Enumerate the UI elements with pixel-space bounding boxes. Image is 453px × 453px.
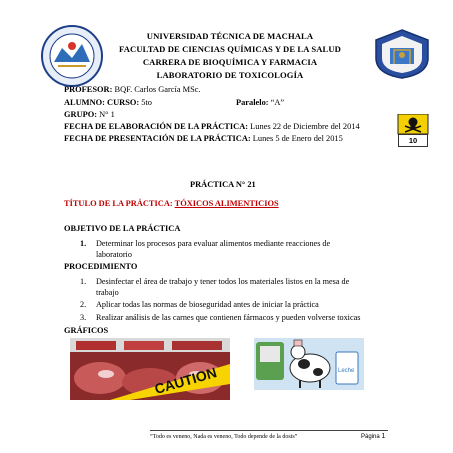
procedimiento-item-2-number: 2. (80, 300, 87, 309)
footer-quote: “Todo es veneno, Nada es veneno, Todo depende de la dosis” (150, 430, 388, 440)
hazard-number-box: 10 (398, 134, 428, 147)
paralelo-line (236, 97, 284, 108)
university-name: UNIVERSIDAD TÉCNICA DE MACHALA (146, 31, 314, 41)
caution-text: CAUTION (152, 364, 219, 398)
faculty-emblem-logo (372, 28, 432, 80)
procedimiento-item-3-number: 3. (80, 313, 87, 322)
cow-milk-image (254, 338, 364, 390)
alumno-line (64, 97, 152, 108)
lab-name: LABORATORIO DE TOXICOLOGÍA (156, 70, 304, 80)
objetivo-item (80, 238, 386, 260)
procedimiento-heading: PROCEDIMIENTO (64, 262, 138, 271)
objetivo-item-line1: Determinar los procesos para evaluar alimentos mediante reacciones de (96, 239, 331, 248)
fecha-presentacion-value: Lunes 5 de Enero del 2015 (252, 134, 343, 143)
procedimiento-item-1-line1: Desinfectar el área de trabajo y tener todos los materiales listos en la mesa de (96, 277, 350, 286)
fecha-elaboracion-label: FECHA DE ELABORACIÓN DE LA PRÁCTICA: (64, 122, 249, 131)
page-number-value: 1 (381, 433, 386, 440)
profesor-label: PROFESOR: (64, 85, 113, 94)
meat-caution-image (70, 338, 230, 400)
document-header (100, 30, 360, 82)
fecha-elaboracion-value: Lunes 22 de Diciembre del 2014 (250, 122, 360, 131)
procedimiento-item-1-number: 1. (80, 277, 87, 286)
career-name: CARRERA DE BIOQUÍMICA Y FARMACIA (142, 57, 318, 67)
procedimiento-item-3 (80, 312, 386, 323)
paralelo-value: “A” (270, 98, 285, 107)
fecha-presentacion-label: FECHA DE PRESENTACIÓN DE LA PRÁCTICA: (64, 134, 251, 143)
practice-title (64, 199, 279, 208)
practice-title-label: TÍTULO DE LA PRÁCTICA: (64, 199, 173, 208)
grupo-label: GRUPO: (64, 110, 98, 119)
objetivo-item-number: 1. (80, 239, 87, 248)
procedimiento-item-1 (80, 276, 386, 298)
alumno-label: ALUMNO: (64, 98, 105, 107)
faculty-name: FACULTAD DE CIENCIAS QUÍMICAS Y DE LA SALUD (119, 44, 341, 54)
procedimiento-item-2-line1: Aplicar todas las normas de bioseguridad antes de iniciar la práctica (96, 300, 319, 309)
profesor-value: BQF. Carlos García MSc. (114, 85, 201, 94)
procedimiento-item-2 (80, 299, 386, 310)
grupo-line (64, 109, 115, 120)
practice-title-value: TÓXICOS ALIMENTICIOS (174, 199, 279, 208)
paralelo-label: Paralelo: (236, 98, 269, 107)
milk-label: Leche (338, 368, 355, 374)
procedimiento-item-3-line1: Realizar análisis de las carnes que contienen fármacos y pueden volverse toxicas (96, 313, 361, 322)
practice-number: PRÁCTICA N° 21 (190, 180, 256, 189)
objetivo-heading: OBJETIVO DE LA PRÁCTICA (64, 224, 181, 233)
procedimiento-item-1-line2: trabajo (96, 288, 119, 297)
fecha-presentacion-line (64, 133, 343, 144)
university-seal-logo (40, 24, 104, 88)
curso-value: 5to (141, 98, 152, 107)
curso-label: CURSO: (107, 98, 140, 107)
fecha-elaboracion-line (64, 121, 360, 132)
objetivo-item-line2: laboratorio (96, 250, 132, 259)
graficos-heading: GRÁFICOS (64, 326, 109, 335)
grupo-value: N° 1 (99, 110, 115, 119)
page-number (361, 433, 385, 440)
profesor-line (64, 84, 201, 95)
page-label: Página (361, 434, 380, 440)
